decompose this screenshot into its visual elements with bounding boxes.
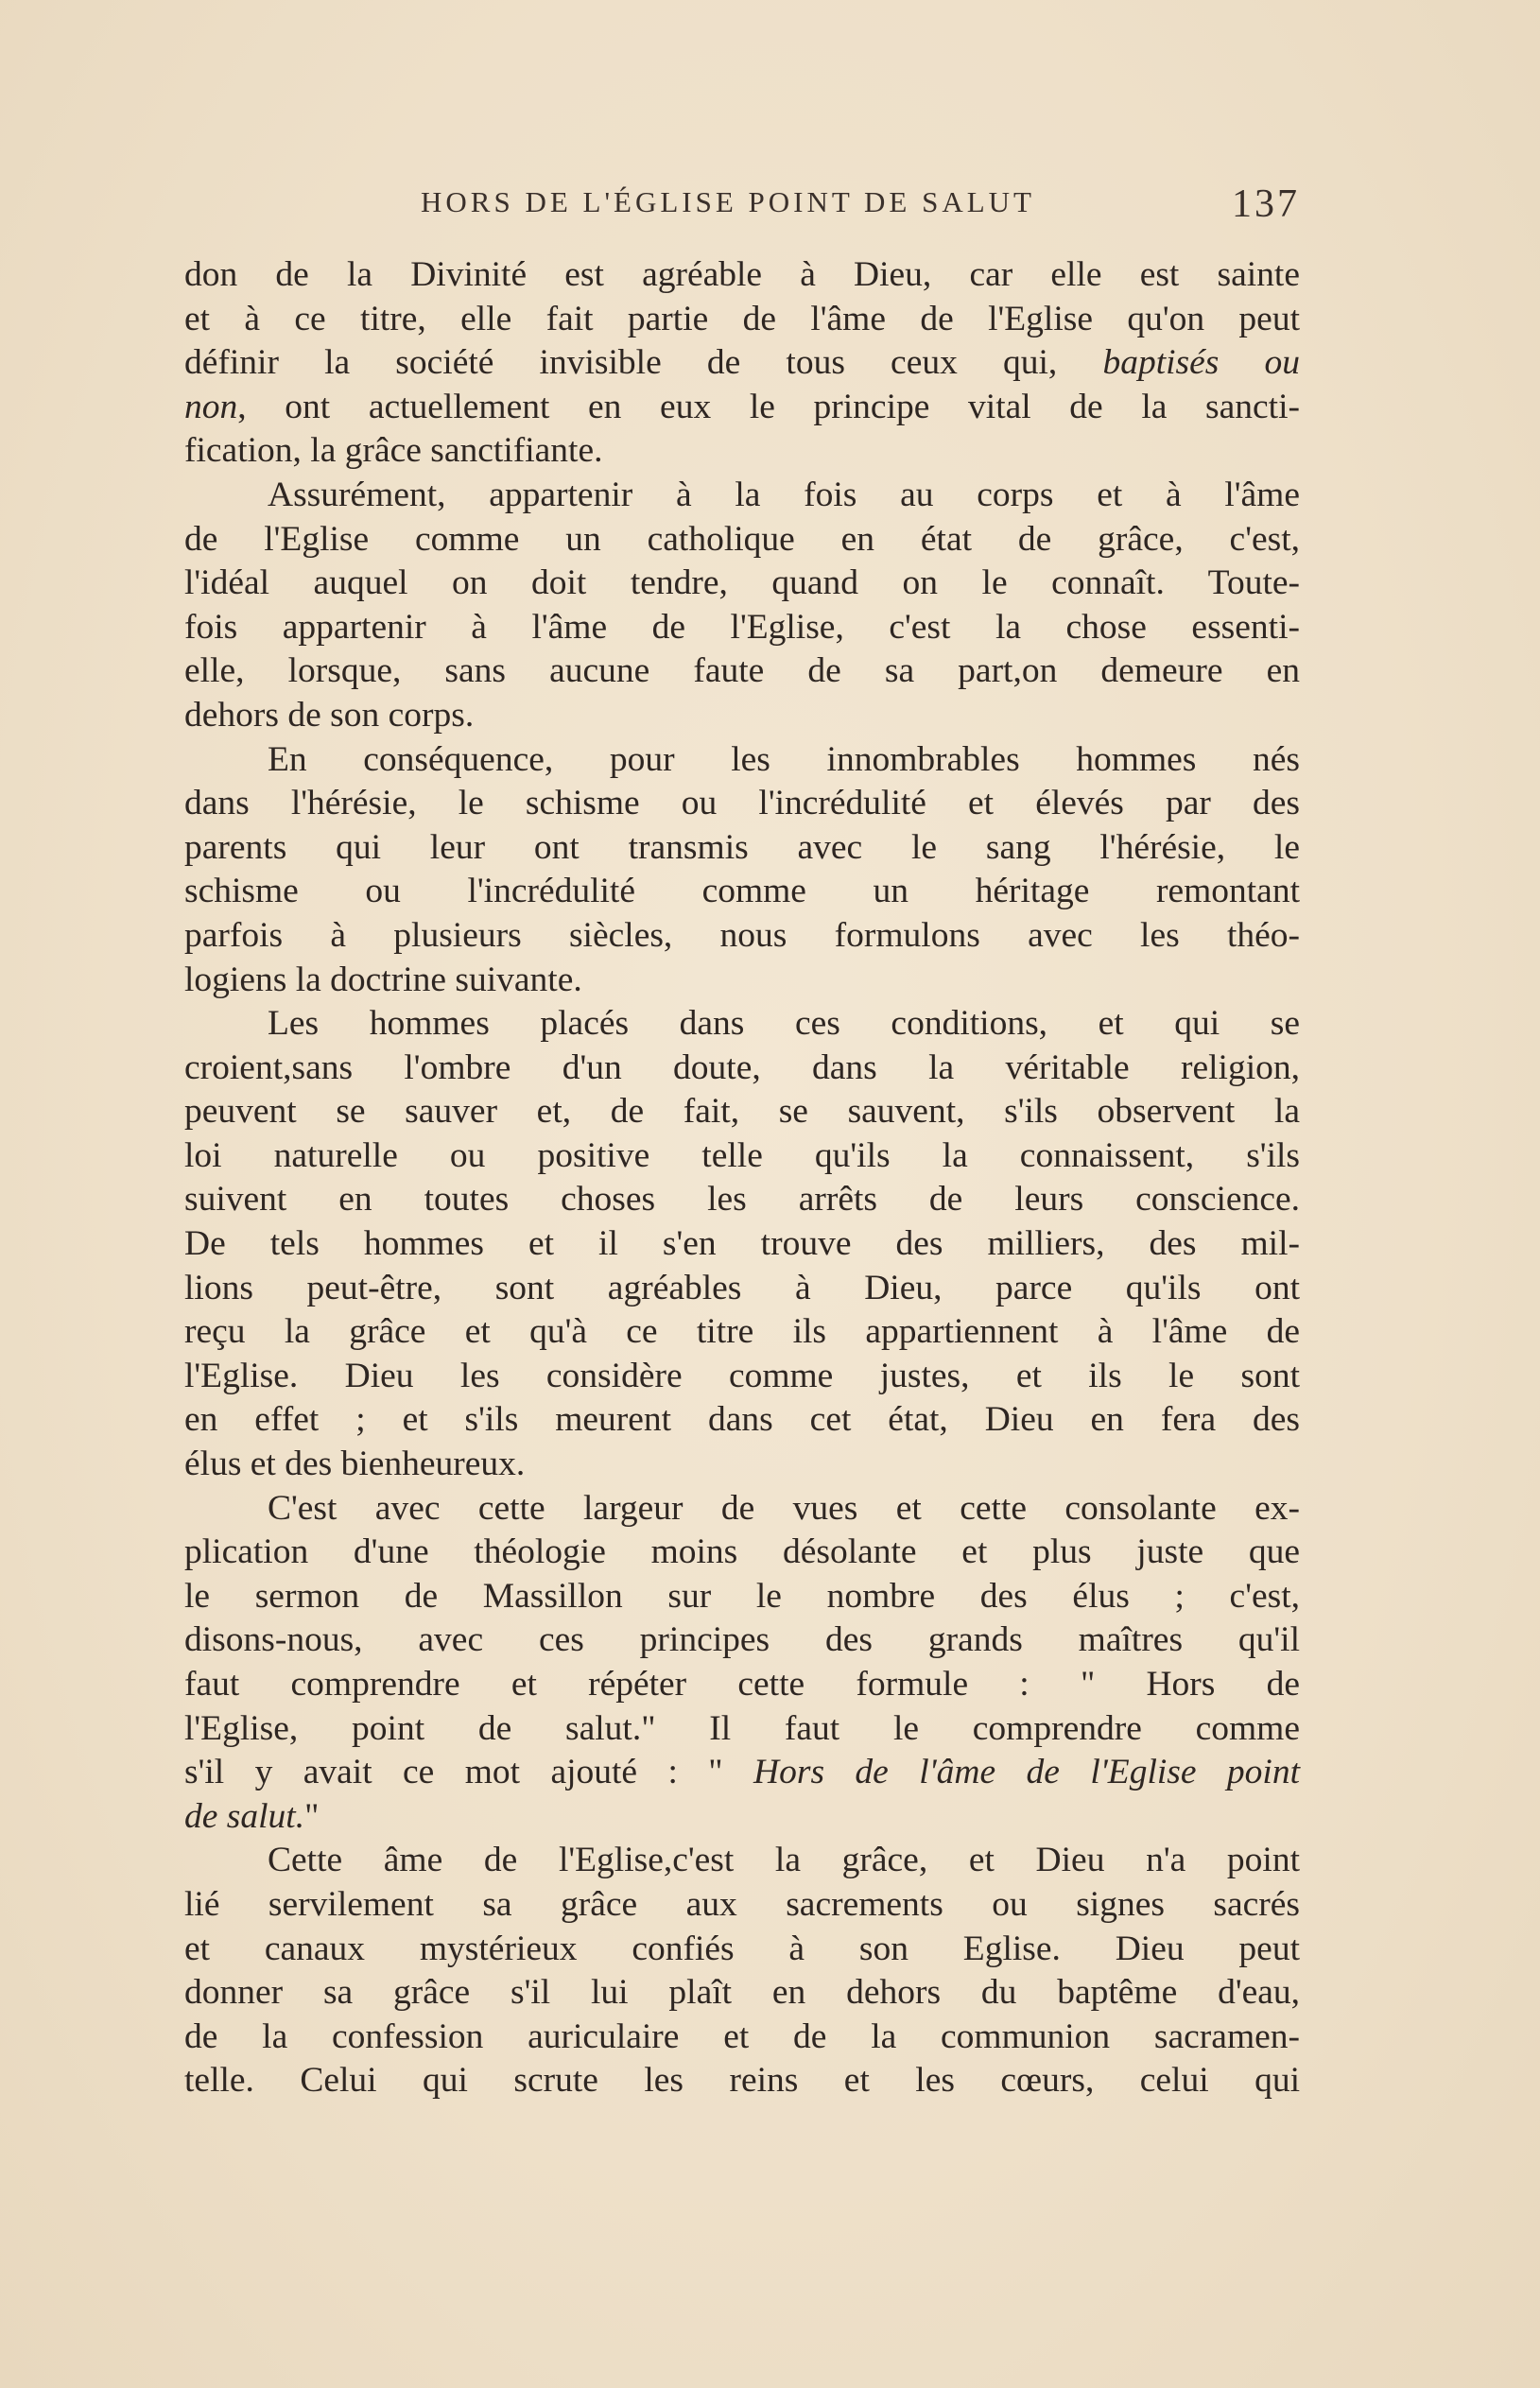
text-segment: s'il y avait ce mot ajouté : ": [184, 1753, 754, 1792]
text-segment: don de la Divinité est agréable à Dieu, car elle est sainte: [184, 255, 1300, 294]
text-segment: l'Eglise. Dieu les considère comme justes, et ils le sont: [184, 1356, 1300, 1395]
text-segment: Les hommes placés dans ces conditions, et qui se: [268, 1004, 1300, 1044]
text-line: [184, 826, 1300, 871]
text-line: [184, 1663, 1300, 1707]
text-line: [184, 474, 1300, 518]
text-line: [184, 1883, 1300, 1928]
text-segment: En conséquence, pour les innombrables hommes nés: [268, 739, 1300, 779]
text-line: [184, 386, 1300, 430]
text-line: [184, 1134, 1300, 1179]
text-segment: parfois à plusieurs siècles, nous formulons avec les théo-: [184, 915, 1300, 955]
text-line: [184, 1839, 1300, 1883]
text-line: [184, 341, 1300, 386]
text-line: [184, 738, 1300, 783]
page-header: [184, 178, 1300, 234]
text-segment: élus et des bienheureux.: [184, 1445, 526, 1484]
page-number: 137: [1232, 182, 1300, 226]
text-segment: de l'Eglise comme un catholique en état de grâce, c'est,: [184, 519, 1300, 559]
text-segment: et à ce titre, elle fait partie de l'âme de l'Eglise qu'on peut: [184, 299, 1300, 338]
text-segment: fication, la grâce sanctifiante.: [184, 431, 603, 471]
text-segment: parents qui leur ont transmis avec le sang l'hérésie, le: [184, 827, 1300, 867]
text-line: [184, 1707, 1300, 1752]
text-segment: dans l'hérésie, le schisme ou l'incrédulité et élevés par des: [184, 784, 1300, 823]
text-line: [184, 1443, 1300, 1487]
text-line: [184, 1575, 1300, 1619]
text-line: [184, 253, 1300, 298]
text-line: [184, 1355, 1300, 1399]
text-line: [184, 2016, 1300, 2060]
text-line: [184, 1090, 1300, 1134]
text-segment: lions peut-être, sont agréables à Dieu, parce qu'ils ont: [184, 1268, 1300, 1307]
text-segment: de la confession auriculaire et de la communion sacramen-: [184, 2016, 1300, 2056]
text-line: [184, 1002, 1300, 1047]
text-segment: schisme ou l'incrédulité comme un héritage remontant: [184, 872, 1300, 911]
italic-text: Hors de l'âme de l'Eglise point: [753, 1753, 1301, 1792]
text-line: [184, 1928, 1300, 1972]
body-text: [184, 253, 1300, 2103]
text-segment: définir la société invisible de tous ceux qui,: [184, 343, 1103, 383]
text-line: [184, 649, 1300, 694]
text-line: [184, 1310, 1300, 1355]
text-segment: peuvent se sauver et, de fait, se sauvent, s'ils observent la: [184, 1092, 1300, 1132]
text-line: [184, 1795, 1300, 1840]
text-segment: Cette âme de l'Eglise,c'est la grâce, et Dieu n'a point: [268, 1841, 1300, 1880]
italic-text: non: [184, 387, 238, 426]
text-line: [184, 1047, 1300, 1091]
italic-text: de salut.: [184, 1796, 305, 1836]
text-line: [184, 606, 1300, 650]
text-line: [184, 562, 1300, 606]
text-line: [184, 1222, 1300, 1267]
text-line: [184, 1178, 1300, 1222]
text-segment: faut comprendre et répéter cette formule : " Hors de: [184, 1665, 1300, 1704]
text-segment: l'Eglise, point de salut." Il faut le comprendre comme: [184, 1708, 1300, 1748]
text-line: [184, 518, 1300, 562]
text-line: [184, 2059, 1300, 2103]
text-segment: telle. Celui qui scrute les reins et les cœurs, celui qui: [184, 2061, 1300, 2101]
text-line: [184, 1267, 1300, 1311]
text-line: [184, 782, 1300, 826]
text-segment: De tels hommes et il s'en trouve des milliers, des mil-: [184, 1224, 1300, 1264]
text-line: [184, 1618, 1300, 1663]
text-line: [184, 429, 1300, 474]
text-line: [184, 1751, 1300, 1795]
text-line: [184, 694, 1300, 738]
text-segment: elle, lorsque, sans aucune faute de sa part,on demeure en: [184, 651, 1300, 691]
text-line: [184, 870, 1300, 914]
text-segment: et canaux mystérieux confiés à son Eglise. Dieu peut: [184, 1929, 1300, 1968]
text-line: [184, 1971, 1300, 2016]
text-segment: fois appartenir à l'âme de l'Eglise, c'est la chose essenti-: [184, 607, 1300, 647]
text-segment: reçu la grâce et qu'à ce titre ils appartiennent à l'âme de: [184, 1312, 1300, 1352]
running-head: HORS DE L'ÉGLISE POINT DE SALUT: [421, 185, 1035, 218]
text-segment: dehors de son corps.: [184, 695, 475, 735]
text-segment: disons-nous, avec ces principes des grands maîtres qu'il: [184, 1620, 1300, 1660]
text-segment: en effet ; et s'ils meurent dans cet état, Dieu en fera des: [184, 1400, 1300, 1440]
text-segment: loi naturelle ou positive telle qu'ils la connaissent, s'ils: [184, 1135, 1300, 1175]
text-line: [184, 1531, 1300, 1575]
text-segment: , ont actuellement en eux le principe vital de la sancti-: [237, 387, 1300, 426]
text-segment: croient,sans l'ombre d'un doute, dans la véritable religion,: [184, 1047, 1300, 1087]
text-segment: logiens la doctrine suivante.: [184, 960, 582, 999]
text-segment: Assurément, appartenir à la fois au corps et à l'âme: [268, 475, 1300, 514]
text-segment: suivent en toutes choses les arrêts de leurs conscience.: [184, 1180, 1300, 1220]
text-line: [184, 1487, 1300, 1531]
text-segment: C'est avec cette largeur de vues et cette consolante ex-: [268, 1488, 1300, 1528]
text-segment: l'idéal auquel on doit tendre, quand on le connaît. Toute-: [184, 563, 1300, 603]
text-line: [184, 1398, 1300, 1443]
italic-text: baptisés ou: [1102, 343, 1300, 383]
text-line: [184, 959, 1300, 1003]
text-line: [184, 298, 1300, 342]
text-line: [184, 914, 1300, 959]
text-segment: lié servilement sa grâce aux sacrements ou signes sacrés: [184, 1884, 1300, 1924]
text-segment: le sermon de Massillon sur le nombre des élus ; c'est,: [184, 1576, 1300, 1616]
text-segment: donner sa grâce s'il lui plaît en dehors du baptême d'eau,: [184, 1973, 1300, 2013]
text-segment: plication d'une théologie moins désolante et plus juste que: [184, 1532, 1300, 1572]
text-segment: ": [304, 1796, 320, 1836]
